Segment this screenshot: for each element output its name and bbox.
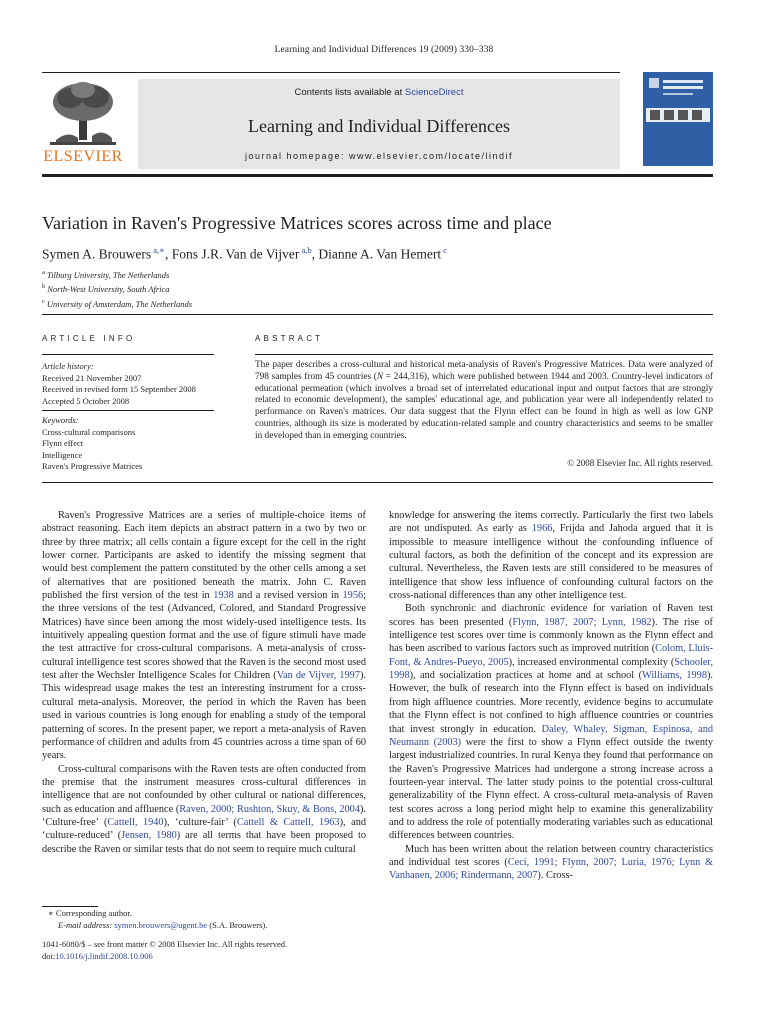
author-name: Fons J.R. Van de Vijver (171, 246, 300, 262)
doi-line (42, 951, 287, 963)
body-text: Cross-cultural comparisons with the Raven tests are often conducted from the premise that the instrument measures cross-cultural differences in intelligence that are not confounded by other cultural or national differences, such as education and affluence ( (42, 763, 366, 815)
author-affiliation-marker[interactable]: a,b (299, 245, 312, 255)
doi-link[interactable]: 10.1016/j.lindif.2008.10.006 (55, 950, 153, 961)
citation-link[interactable]: 1938 (213, 590, 234, 602)
body-paragraph (389, 602, 713, 842)
article-title: Variation in Raven's Progressive Matrices scores across time and place (42, 213, 552, 233)
affiliation (42, 296, 192, 310)
keyword-list (42, 415, 142, 473)
citation-link[interactable]: Raven, 2000; Rushton, Skuy, & Bons, 2004 (179, 803, 360, 815)
history-item: Received 21 November 2007 (42, 372, 142, 383)
history-label: Article history: (42, 361, 94, 371)
corresponding-author-note: ∗ Corresponding author. (48, 908, 132, 918)
body-text: ). Cross- (537, 870, 573, 882)
abstract-text-part: The paper describes a cross-cultural and historical meta-analysis of Raven's Progressive Matrices. Data were analyzed of 798 samples from 45 countries ( (255, 360, 713, 382)
article-history (42, 361, 196, 407)
citation-link[interactable]: Cattell & Cattell, 1963 (236, 816, 340, 828)
body-text: knowledge for answering the items correctly. Particularly the first two labels are not undisputed. As early as (389, 510, 713, 535)
journal-masthead (42, 72, 713, 177)
article-info-heading: ARTICLE INFO (42, 334, 136, 343)
citation-link[interactable]: Williams, 1998 (642, 670, 707, 682)
abstract-text-part: = 244,316), which were published between 1944 and 2003. Country-level indicators of educational permeation (which involves a broad set of interrelated educational input and output factors that are strongly related to economic development), the samples' educational age, and publication year were all independently related to performance on Raven's matrices. Our data suggest that the Flynn effect can be found in high as well as low GNP countries, although its size is moderated by education-related sample and country characteristics and seems to be smaller in developed than in emerging countries. (255, 371, 714, 441)
citation-link[interactable]: Schooler, 1998 (389, 656, 714, 682)
affiliation-marker: a (42, 269, 45, 276)
keyword-item: Intelligence (42, 449, 83, 460)
journal-name: Learning and Individual Differences (247, 116, 511, 136)
journal-homepage: journal homepage: www.elsevier.com/locate/lindif (244, 151, 514, 161)
body-text: Raven's Progressive Matrices are a series of multiple-choice items of abstract reasoning. Each item depicts an abstract pattern in a two by two or three by three matrix; all cells contain a figure except for the cell in the right lower corner. Participants are asked to identify the missing segment that would best complement the pattern constituted by the other cells among a set of alternatives that are positioned beneath the matrix. John C. Raven published the first version of the test in (42, 510, 366, 602)
divider (42, 482, 713, 483)
divider (42, 410, 214, 411)
author-email-link[interactable]: symen.brouwers@ugent.be (114, 919, 208, 930)
sciencedirect-link[interactable]: ScienceDirect (404, 87, 464, 98)
affiliation (42, 267, 192, 281)
journal-cover-thumbnail (643, 72, 713, 166)
keyword-item: Raven's Progressive Matrices (42, 461, 143, 471)
abstract-n-symbol: N (376, 371, 384, 382)
body-column-right (389, 509, 713, 883)
body-text: ). ‘Culture-free’ ( (42, 803, 366, 828)
body-text: ). However, the bulk of research into the Flynn effect is based on individuals from high affluence countries. More recently, evidence begins to accumulate that the Flynn effect is not confined to high affluence countries or countries that invest strongly in education. (389, 670, 713, 735)
issn-line: 1041-6080/$ – see front matter © 2008 Elsevier Inc. All rights reserved. (42, 939, 288, 949)
citation-link[interactable]: Van de Vijver, 1997 (276, 670, 360, 682)
elsevier-wordmark: ELSEVIER (43, 148, 123, 165)
author-affiliation-marker[interactable]: c (441, 245, 448, 255)
footnote-rule (42, 906, 98, 907)
history-item: Received in revised form 15 September 2008 (42, 384, 196, 394)
email-note (42, 920, 267, 932)
elsevier-logo (42, 80, 124, 168)
divider (42, 354, 214, 355)
body-text: ) are all terms that have been proposed to describe the Raven or similar tests that do not seem to require much cultural (42, 830, 366, 855)
elsevier-tree-icon (48, 80, 118, 148)
email-owner: (S.A. Brouwers). (207, 919, 268, 930)
body-text: ), and socialization practices at home and at school ( (409, 670, 643, 682)
footnotes (42, 908, 267, 931)
top-rule (42, 72, 620, 73)
body-text: ), ‘culture-fair’ ( (163, 816, 237, 828)
masthead-rule (42, 174, 713, 177)
abstract-copyright: © 2008 Elsevier Inc. All rights reserved. (567, 458, 713, 468)
author-separator: , (164, 246, 172, 262)
history-item: Accepted 5 October 2008 (42, 395, 130, 406)
affiliation-text: North-West University, South Africa (47, 284, 170, 295)
author-affiliation-marker[interactable]: a,∗ (151, 245, 165, 255)
affiliation-marker: c (42, 297, 45, 305)
author-list (42, 245, 447, 263)
divider (42, 314, 713, 315)
contents-prefix: Contents lists available at (294, 87, 403, 98)
author-name: Dianne A. Van Hemert (318, 246, 442, 262)
body-paragraph (42, 763, 366, 856)
cover-image-strip (646, 108, 710, 122)
citation-link[interactable]: 1956 (342, 590, 364, 602)
author-name: Symen A. Brouwers (42, 246, 152, 262)
contents-availability-line (138, 87, 620, 98)
citation-link[interactable]: Colom, Lluis-Font, & Andres-Pueyo, 2005 (389, 643, 713, 668)
body-text: Both synchronic and diachronic evidence for variation of Raven test scores has been presented ( (389, 603, 713, 628)
body-text: ), increased environmental complexity ( (508, 656, 675, 668)
body-text: were the first to show a Flynn effect outside the twenty largest industrialized countries. In rural Kenya they found that performance on the Raven's Progressive Matrices had undergone a strong increase across a fourteen-year interval. The latter study points to the potential cross-cultural generalizability of the Flynn effect. A cross-cultural meta-analysis of Raven test scores across a long period might help to examine this generalizability and to address the role of potentially moderating variables such as educational differences between countries. (389, 736, 714, 842)
keywords-label: Keywords: (42, 415, 79, 425)
body-paragraph (389, 843, 713, 883)
citation-link[interactable]: Jensen, 1980 (121, 830, 177, 842)
email-label: E-mail address: (58, 919, 113, 930)
body-text: ). The rise of intelligence test scores over time is commonly known as the Flynn effect and has been ascribed to various factors such as improved nutrition ( (389, 616, 713, 655)
body-paragraph (42, 509, 366, 763)
affiliation (42, 281, 192, 295)
body-text: ; the three versions of the test (Advanced, Colored, and Standard Progressive Matrices) have since been among the most widely-used intelligence tests. Its intuitively appealing question format and the use of figure stimuli have made the test attractive for cross-cultural comparisons. A meta-analysis of cross-cultural intelligence test scores showed that the Raven is the second most used test after the Wechsler Intelligence Scales for Children ( (42, 590, 366, 682)
cover-header-graphic (647, 76, 709, 102)
author-separator: , (311, 246, 319, 262)
running-head: Learning and Individual Differences 19 (2009) 330–338 (274, 45, 494, 55)
doi-prefix: doi: (42, 950, 56, 961)
citation-link[interactable]: Daley, Whaley, Sigman, Espinosa, and Neumann (2003) (389, 723, 713, 748)
journal-header-box (138, 79, 620, 169)
body-text: ). This widespread usage makes the test an interesting instrument for a cross-cultural meta-analysis. Moreover, the period in which the Raven has been used in various countries is long enough for enabling a study of the temporal patterning of scores. In the present paper, we report a meta-analysis of Raven performance of children and adults from 45 countries across a time span of 60 years. (42, 670, 366, 762)
keyword-item: Cross-cultural comparisons (42, 426, 136, 437)
affiliation-marker: b (42, 283, 46, 291)
citation-link[interactable]: Flynn, 1987, 2007; Lynn, 1982 (512, 616, 652, 628)
affiliation-list (42, 267, 192, 310)
body-text: Much has been written about the relation between country characteristics and individual test scores ( (389, 843, 713, 868)
citation-link[interactable]: 1966 (531, 523, 553, 535)
page-footer (42, 939, 287, 962)
keyword-item: Flynn effect (42, 438, 84, 448)
body-column-left (42, 509, 366, 856)
abstract-text (255, 360, 713, 443)
affiliation-text: Tilburg University, The Netherlands (46, 269, 170, 280)
body-text: and a revised version in (233, 590, 343, 602)
body-text: ), and ‘culture-reduced’ ( (42, 816, 366, 842)
divider (255, 354, 713, 355)
body-text: , Frijda and Jahoda argued that it is impossible to measure intelligence without the confounding influence of cultural factors, as both the definition of the concept and its expression are cultural. Nevertheless, the Raven tests are still considered to be measures of intelligence that show less influence of confounding cultural factors on the cross-national differences than any other intelligence test. (389, 523, 713, 602)
abstract-heading: ABSTRACT (255, 334, 324, 343)
affiliation-text: University of Amsterdam, The Netherlands (46, 298, 193, 309)
citation-link[interactable]: Ceci, 1991; Flynn, 2007; Luria, 1976; Lynn & Vanhanen, 2006; Rindermann, 2007 (389, 856, 713, 882)
citation-link[interactable]: Cattell, 1940 (107, 816, 164, 828)
body-paragraph (389, 509, 713, 602)
